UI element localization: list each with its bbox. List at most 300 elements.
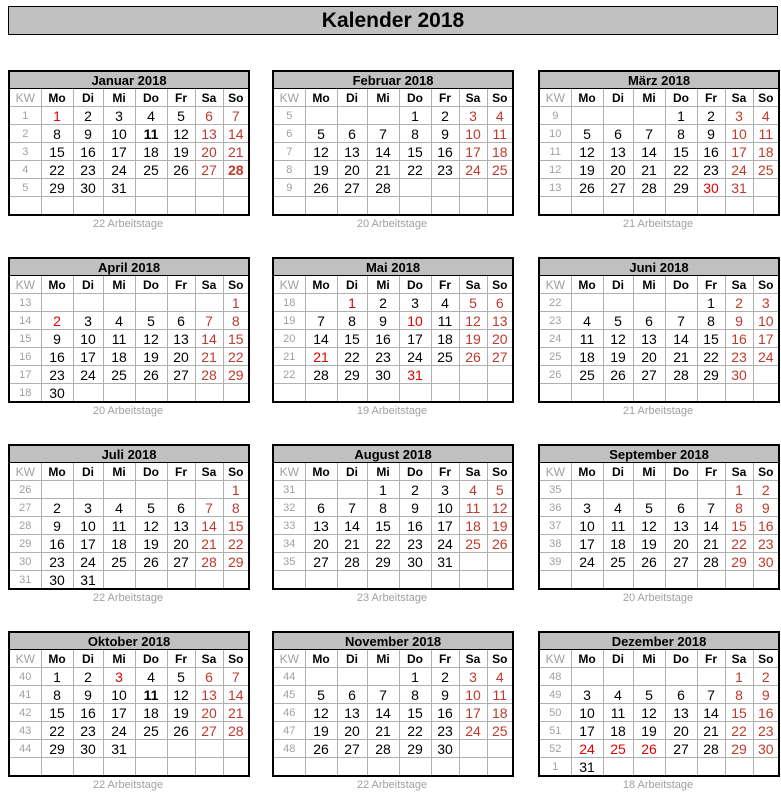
- day-cell: 23: [399, 535, 431, 553]
- week-number: 20: [273, 330, 305, 348]
- day-cell: 15: [697, 330, 725, 348]
- day-cell: 14: [223, 125, 249, 143]
- day-cell: 22: [399, 161, 431, 179]
- day-cell: 9: [725, 312, 753, 330]
- day-cell: 3: [431, 481, 459, 499]
- day-cell: [459, 740, 487, 758]
- day-cell: 28: [697, 740, 725, 758]
- month-table: [538, 631, 780, 777]
- day-cell: 8: [223, 499, 249, 517]
- week-number: 34: [273, 535, 305, 553]
- weekday-header: Mi: [633, 89, 665, 107]
- day-cell: 16: [697, 143, 725, 161]
- day-cell: 27: [305, 553, 337, 571]
- day-cell: [103, 481, 135, 499]
- day-cell: 3: [753, 294, 779, 312]
- day-cell: 20: [665, 535, 697, 553]
- week-row: [273, 740, 513, 758]
- day-cell: [305, 571, 337, 590]
- day-cell: [167, 384, 195, 403]
- week-row: [539, 758, 779, 777]
- day-cell: 19: [603, 348, 633, 366]
- day-cell: 5: [135, 499, 167, 517]
- day-cell: 21: [223, 704, 249, 722]
- week-number: 4: [9, 161, 41, 179]
- day-cell: 25: [753, 161, 779, 179]
- weekday-header: Di: [337, 89, 367, 107]
- weekday-header: Do: [135, 89, 167, 107]
- day-cell: 10: [73, 517, 103, 535]
- weekday-header: So: [753, 89, 779, 107]
- working-days-count: 22 Arbeitstage: [92, 592, 164, 604]
- day-cell: 14: [367, 143, 399, 161]
- day-cell: [487, 197, 513, 216]
- day-cell: [41, 481, 73, 499]
- day-cell: 20: [337, 722, 367, 740]
- day-cell: [73, 481, 103, 499]
- week-number: 37: [539, 517, 571, 535]
- weekday-header: Do: [665, 463, 697, 481]
- day-cell: [399, 758, 431, 777]
- week-number: 31: [273, 481, 305, 499]
- day-cell: 8: [41, 125, 73, 143]
- day-cell: 25: [135, 722, 167, 740]
- day-cell: [753, 197, 779, 216]
- weekday-header: Mo: [305, 89, 337, 107]
- day-cell: 4: [603, 686, 633, 704]
- weekday-header: Mi: [103, 89, 135, 107]
- weekday-header: Fr: [431, 276, 459, 294]
- week-number: 41: [9, 686, 41, 704]
- day-cell: 17: [399, 330, 431, 348]
- day-cell: 22: [367, 535, 399, 553]
- week-number: 44: [9, 740, 41, 758]
- day-cell: [367, 668, 399, 686]
- day-cell: 2: [725, 294, 753, 312]
- week-number: 29: [9, 535, 41, 553]
- week-row: [539, 740, 779, 758]
- day-cell: 22: [399, 722, 431, 740]
- day-cell: 26: [305, 179, 337, 197]
- week-number: 6: [273, 125, 305, 143]
- day-cell: 16: [431, 143, 459, 161]
- day-cell: 13: [665, 517, 697, 535]
- week-row: [9, 348, 249, 366]
- day-cell: 30: [431, 740, 459, 758]
- day-cell: 3: [103, 107, 135, 125]
- weekday-header: Sa: [459, 89, 487, 107]
- day-cell: 2: [73, 668, 103, 686]
- week-number: 9: [273, 179, 305, 197]
- weekday-header: Do: [399, 276, 431, 294]
- week-number: 33: [273, 517, 305, 535]
- day-cell: 16: [725, 330, 753, 348]
- day-cell: 29: [399, 740, 431, 758]
- month-block: [272, 631, 512, 792]
- day-cell: 28: [223, 722, 249, 740]
- day-cell: 18: [135, 704, 167, 722]
- week-number: 25: [539, 348, 571, 366]
- day-cell: 20: [487, 330, 513, 348]
- day-cell: 27: [337, 179, 367, 197]
- week-row: [9, 125, 249, 143]
- weekday-header: Sa: [195, 463, 223, 481]
- day-cell: 8: [367, 499, 399, 517]
- day-cell: 9: [367, 312, 399, 330]
- day-cell: 6: [167, 312, 195, 330]
- kw-header: KW: [9, 650, 41, 668]
- day-cell: 31: [103, 740, 135, 758]
- day-cell: [603, 384, 633, 403]
- day-cell: 29: [697, 366, 725, 384]
- day-cell: 11: [431, 312, 459, 330]
- day-cell: 2: [367, 294, 399, 312]
- day-cell: 21: [665, 348, 697, 366]
- day-cell: 15: [725, 517, 753, 535]
- day-cell: 20: [195, 704, 223, 722]
- month-block: [272, 257, 512, 418]
- day-cell: 30: [753, 553, 779, 571]
- week-row: [539, 384, 779, 403]
- day-cell: [665, 758, 697, 777]
- weekday-header: So: [753, 650, 779, 668]
- weekday-header: Mo: [571, 650, 603, 668]
- day-cell: 21: [697, 722, 725, 740]
- week-row: [539, 312, 779, 330]
- day-cell: 2: [753, 481, 779, 499]
- day-cell: [367, 107, 399, 125]
- working-days-count: 22 Arbeitstage: [92, 779, 164, 791]
- day-cell: [459, 571, 487, 590]
- day-cell: 14: [305, 330, 337, 348]
- day-cell: 6: [487, 294, 513, 312]
- day-cell: [135, 179, 167, 197]
- day-cell: 22: [725, 722, 753, 740]
- week-row: [273, 348, 513, 366]
- weekday-header: Mi: [367, 463, 399, 481]
- week-row: [273, 686, 513, 704]
- day-cell: 23: [73, 722, 103, 740]
- day-cell: [399, 571, 431, 590]
- day-cell: [41, 758, 73, 777]
- day-cell: [571, 107, 603, 125]
- day-cell: 13: [195, 125, 223, 143]
- day-cell: 7: [367, 686, 399, 704]
- day-cell: 4: [603, 499, 633, 517]
- week-row: [273, 517, 513, 535]
- month-block: [538, 70, 778, 231]
- day-cell: 24: [459, 722, 487, 740]
- day-cell: 5: [571, 125, 603, 143]
- working-days-count: 21 Arbeitstage: [622, 218, 694, 230]
- day-cell: 13: [665, 704, 697, 722]
- week-number: 48: [273, 740, 305, 758]
- working-days-count: 18 Arbeitstage: [622, 779, 694, 791]
- month-title: April 2018: [9, 258, 249, 276]
- day-cell: 16: [431, 704, 459, 722]
- day-cell: 6: [665, 686, 697, 704]
- day-cell: [633, 294, 665, 312]
- day-cell: 28: [305, 366, 337, 384]
- day-cell: 10: [103, 125, 135, 143]
- month-table: [538, 257, 780, 403]
- day-cell: 11: [487, 686, 513, 704]
- week-number: [273, 384, 305, 403]
- week-row: [539, 330, 779, 348]
- day-cell: 19: [305, 161, 337, 179]
- day-cell: [633, 758, 665, 777]
- week-number: 32: [273, 499, 305, 517]
- day-cell: 26: [633, 553, 665, 571]
- day-cell: 2: [41, 499, 73, 517]
- day-cell: 19: [571, 161, 603, 179]
- day-cell: [697, 668, 725, 686]
- weekday-header: Do: [399, 463, 431, 481]
- day-cell: 12: [305, 143, 337, 161]
- month-table: [272, 70, 514, 216]
- day-cell: [41, 294, 73, 312]
- week-row: [273, 366, 513, 384]
- week-row: [273, 197, 513, 216]
- kw-header: KW: [273, 276, 305, 294]
- working-days-count: 20 Arbeitstage: [356, 218, 428, 230]
- day-cell: 9: [753, 499, 779, 517]
- day-cell: [753, 366, 779, 384]
- weekday-header: So: [223, 276, 249, 294]
- weekday-header: Mo: [571, 463, 603, 481]
- day-cell: 16: [41, 348, 73, 366]
- day-cell: 9: [697, 125, 725, 143]
- day-cell: [167, 294, 195, 312]
- day-cell: [73, 758, 103, 777]
- weekday-header: Mi: [633, 463, 665, 481]
- day-cell: 1: [399, 668, 431, 686]
- day-cell: [73, 197, 103, 216]
- day-cell: 4: [571, 312, 603, 330]
- day-cell: [337, 668, 367, 686]
- day-cell: [337, 758, 367, 777]
- day-cell: 16: [399, 517, 431, 535]
- weekday-header: So: [487, 463, 513, 481]
- week-number: [9, 197, 41, 216]
- day-cell: 27: [633, 366, 665, 384]
- week-number: 46: [273, 704, 305, 722]
- day-cell: [337, 384, 367, 403]
- day-cell: [337, 571, 367, 590]
- weekday-header: Do: [665, 276, 697, 294]
- week-number: 15: [9, 330, 41, 348]
- weekday-header: Sa: [725, 276, 753, 294]
- day-cell: 12: [167, 125, 195, 143]
- day-cell: 1: [725, 481, 753, 499]
- month-table: [8, 444, 250, 590]
- day-cell: 22: [223, 535, 249, 553]
- day-cell: 15: [223, 517, 249, 535]
- week-row: [539, 668, 779, 686]
- month-table: [272, 444, 514, 590]
- day-cell: 11: [571, 330, 603, 348]
- day-cell: 26: [459, 348, 487, 366]
- day-cell: 14: [223, 686, 249, 704]
- day-cell: 6: [305, 499, 337, 517]
- day-cell: 2: [431, 107, 459, 125]
- day-cell: 5: [633, 686, 665, 704]
- day-cell: 31: [571, 758, 603, 777]
- kw-header: KW: [539, 650, 571, 668]
- day-cell: 26: [135, 366, 167, 384]
- day-cell: 16: [73, 143, 103, 161]
- week-number: 5: [9, 179, 41, 197]
- day-cell: [367, 197, 399, 216]
- day-cell: 8: [665, 125, 697, 143]
- day-cell: 28: [665, 366, 697, 384]
- week-number: 51: [539, 722, 571, 740]
- day-cell: 27: [665, 740, 697, 758]
- weekday-header: Fr: [167, 89, 195, 107]
- day-cell: 18: [571, 348, 603, 366]
- day-cell: 8: [337, 312, 367, 330]
- day-cell: [431, 571, 459, 590]
- day-cell: 9: [431, 125, 459, 143]
- week-number: 31: [9, 571, 41, 590]
- day-cell: 22: [223, 348, 249, 366]
- day-cell: [337, 481, 367, 499]
- day-cell: 10: [73, 330, 103, 348]
- month-block: [8, 631, 248, 792]
- week-row: [273, 107, 513, 125]
- day-cell: [103, 384, 135, 403]
- month-block: [538, 257, 778, 418]
- day-cell: 22: [337, 348, 367, 366]
- week-row: [539, 481, 779, 499]
- month-title: Juni 2018: [539, 258, 779, 276]
- day-cell: 26: [167, 161, 195, 179]
- day-cell: [431, 179, 459, 197]
- day-cell: 23: [431, 161, 459, 179]
- day-cell: 29: [367, 553, 399, 571]
- day-cell: 20: [665, 722, 697, 740]
- week-row: [539, 294, 779, 312]
- day-cell: 1: [399, 107, 431, 125]
- week-number: 3: [9, 143, 41, 161]
- day-cell: [665, 571, 697, 590]
- week-number: 40: [9, 668, 41, 686]
- day-cell: 25: [459, 535, 487, 553]
- day-cell: [305, 481, 337, 499]
- week-row: [9, 517, 249, 535]
- weekday-header: Mo: [571, 276, 603, 294]
- day-cell: [633, 481, 665, 499]
- month-block: [538, 444, 778, 605]
- day-cell: 26: [571, 179, 603, 197]
- day-cell: [725, 197, 753, 216]
- month-title: November 2018: [273, 632, 513, 650]
- day-cell: 22: [665, 161, 697, 179]
- day-cell: 8: [725, 686, 753, 704]
- week-row: [273, 179, 513, 197]
- day-cell: 15: [41, 704, 73, 722]
- day-cell: 3: [459, 668, 487, 686]
- day-cell: 3: [459, 107, 487, 125]
- weekday-header: Di: [603, 89, 633, 107]
- day-cell: 1: [41, 107, 73, 125]
- week-row: [273, 143, 513, 161]
- day-cell: 25: [603, 553, 633, 571]
- week-row: [9, 686, 249, 704]
- day-cell: 26: [167, 722, 195, 740]
- week-row: [9, 704, 249, 722]
- week-number: [539, 571, 571, 590]
- working-days-count: 20 Arbeitstage: [92, 405, 164, 417]
- day-cell: 15: [367, 517, 399, 535]
- week-row: [539, 553, 779, 571]
- week-row: [539, 535, 779, 553]
- month-table: [8, 70, 250, 216]
- day-cell: [223, 384, 249, 403]
- day-cell: 22: [41, 722, 73, 740]
- day-cell: 29: [725, 740, 753, 758]
- day-cell: [665, 294, 697, 312]
- day-cell: 19: [487, 517, 513, 535]
- day-cell: 8: [223, 312, 249, 330]
- day-cell: 17: [571, 535, 603, 553]
- day-cell: 20: [633, 348, 665, 366]
- week-number: 23: [539, 312, 571, 330]
- day-cell: 24: [103, 161, 135, 179]
- week-row: [9, 330, 249, 348]
- day-cell: 25: [603, 740, 633, 758]
- day-cell: 5: [603, 312, 633, 330]
- weekday-header: Sa: [725, 463, 753, 481]
- kw-header: KW: [9, 89, 41, 107]
- week-row: [273, 704, 513, 722]
- day-cell: [697, 571, 725, 590]
- day-cell: 27: [337, 740, 367, 758]
- day-cell: 12: [571, 143, 603, 161]
- day-cell: 14: [697, 517, 725, 535]
- week-row: [539, 571, 779, 590]
- day-cell: [633, 384, 665, 403]
- day-cell: 10: [431, 499, 459, 517]
- day-cell: 25: [431, 348, 459, 366]
- day-cell: [135, 197, 167, 216]
- kw-header: KW: [539, 276, 571, 294]
- month-title: Oktober 2018: [9, 632, 249, 650]
- month-table: [8, 631, 250, 777]
- weekday-header: Fr: [167, 650, 195, 668]
- day-cell: [73, 384, 103, 403]
- week-row: [273, 499, 513, 517]
- day-cell: 6: [633, 312, 665, 330]
- day-cell: 20: [195, 143, 223, 161]
- week-row: [9, 366, 249, 384]
- day-cell: 17: [431, 517, 459, 535]
- weekday-header: Sa: [195, 276, 223, 294]
- day-cell: [603, 107, 633, 125]
- day-cell: 17: [459, 704, 487, 722]
- day-cell: 30: [725, 366, 753, 384]
- day-cell: 14: [367, 704, 399, 722]
- day-cell: 15: [223, 330, 249, 348]
- day-cell: 28: [337, 553, 367, 571]
- week-row: [9, 668, 249, 686]
- day-cell: 14: [195, 330, 223, 348]
- month-block: [8, 257, 248, 418]
- day-cell: 3: [725, 107, 753, 125]
- day-cell: 11: [103, 330, 135, 348]
- day-cell: 8: [399, 125, 431, 143]
- weekday-header: Do: [399, 89, 431, 107]
